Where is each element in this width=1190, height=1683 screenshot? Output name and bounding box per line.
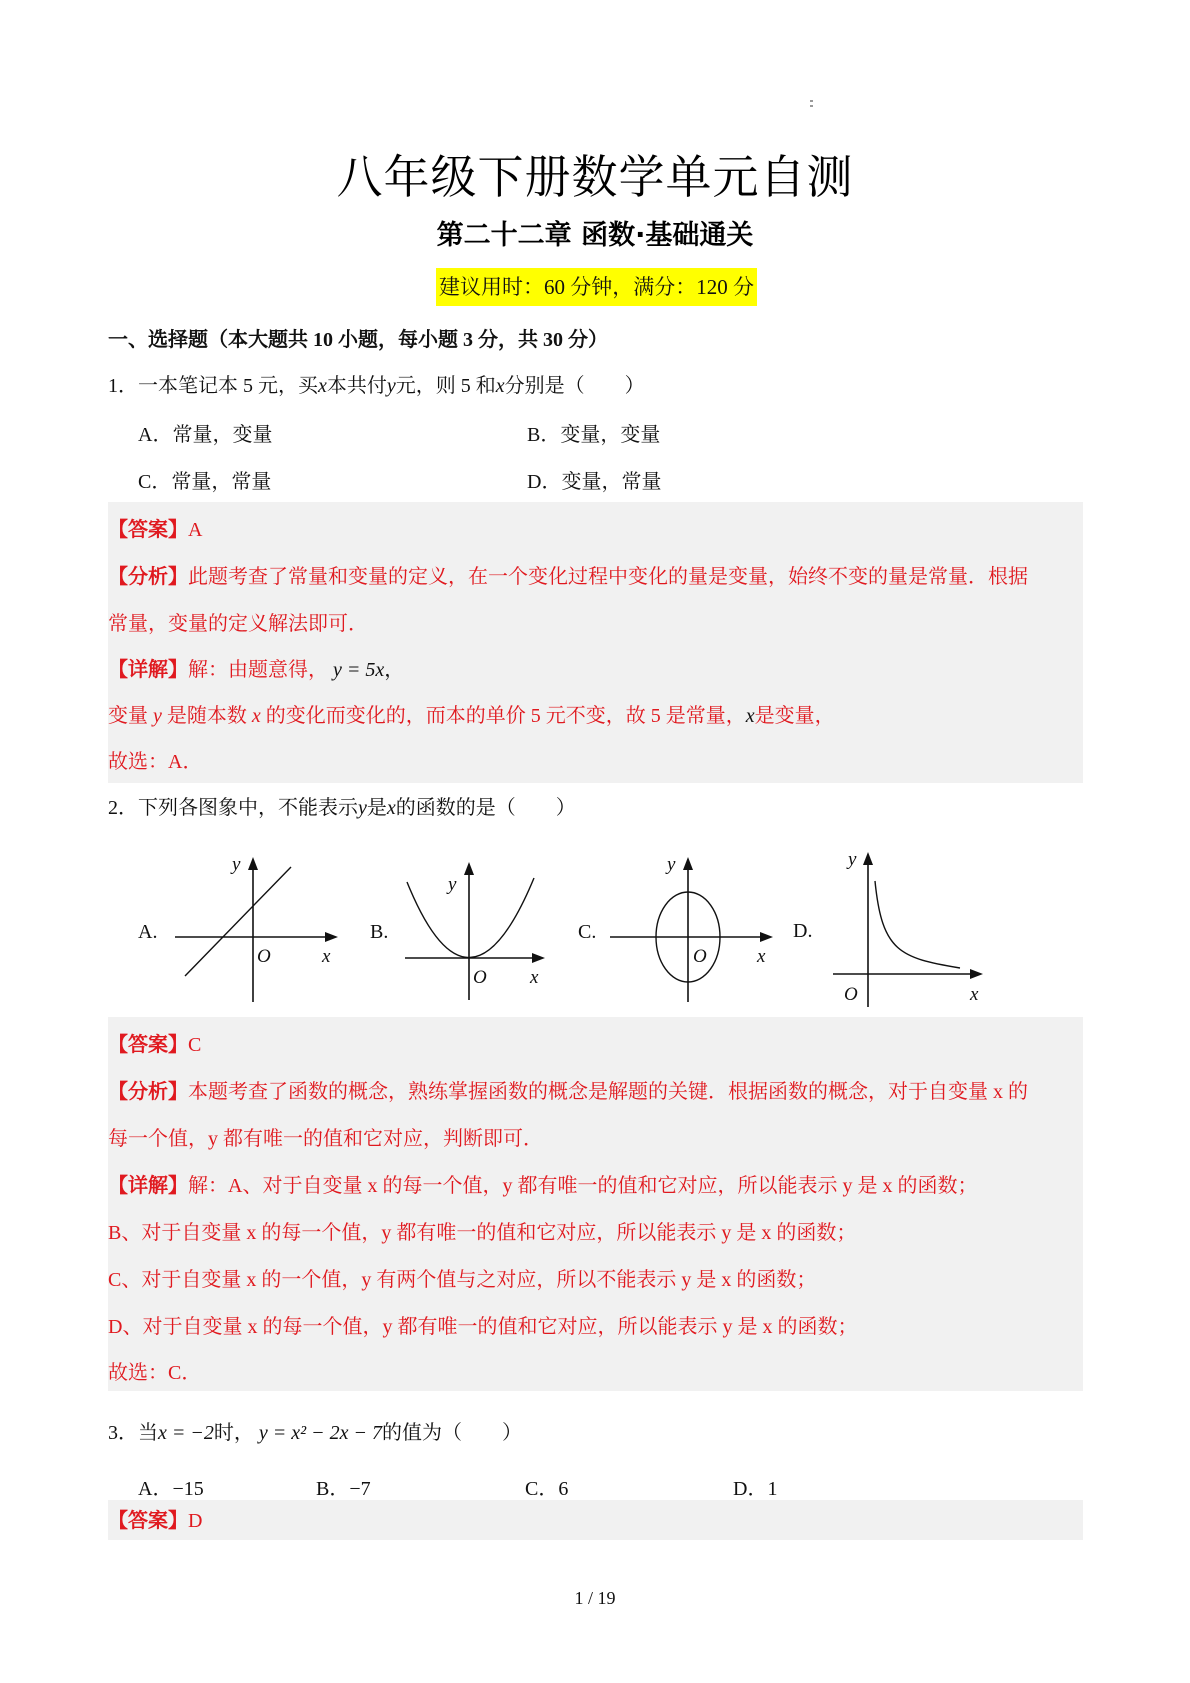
graph-a-line (170, 850, 350, 1010)
option-b: B．变量，变量 (527, 424, 661, 446)
option-a: A．常量，变量 (138, 424, 273, 446)
q1-answer: 【答案】A (108, 519, 203, 541)
time-note-highlight: 建议用时：60 分钟，满分：120 分 (436, 268, 757, 306)
var-x: x (495, 375, 505, 397)
stem-text: 一本笔记本 5 元，买 (138, 375, 318, 397)
question-number: 1． (108, 375, 138, 397)
condition-formula: x = −2 (158, 1422, 214, 1444)
svg-text:y: y (448, 874, 457, 895)
svg-text:x: x (970, 984, 979, 1005)
var-y: y (386, 375, 396, 397)
axis-y-label: y (232, 854, 241, 875)
q2-answer: 【答案】C (108, 1034, 202, 1056)
option-d: D．变量，常量 (527, 471, 662, 493)
chapter-subtitle: 第二十二章 函数·基础通关 (436, 220, 754, 251)
svg-text:x: x (530, 967, 539, 988)
graph-c-ellipse (605, 850, 785, 1015)
q2-detail-line4: D、对于自变量 x 的每一个值，y 都有唯一的值和它对应，所以能表示 y 是 x 的函数； (108, 1316, 858, 1338)
decorative-mark (810, 100, 813, 108)
section-heading: 一、选择题（本大题共 10 小题，每小题 3 分，共 30 分） (108, 329, 608, 351)
answer-box-q1 (108, 502, 1083, 783)
svg-text:x: x (757, 946, 766, 967)
formula: y = 5x (333, 659, 385, 681)
q2-analysis-line1: 【分析】本题考查了函数的概念，熟练掌握函数的概念是解题的关键．根据函数的概念，对于自变量 x 的 (108, 1081, 1028, 1103)
svg-text:O: O (473, 967, 487, 988)
graph-b-label: B. (370, 921, 389, 943)
stem-text: 元，则 5 和 (395, 375, 496, 397)
q2-conclusion: 故选：C． (108, 1362, 202, 1384)
question-3-stem: 3．当x = −2时， y = x² − 2x − 7的值为（ ） (108, 1422, 522, 1444)
answer-box-q3 (108, 1500, 1083, 1540)
svg-text:O: O (844, 984, 858, 1005)
function-formula: y = x² − 2x − 7 (258, 1422, 382, 1444)
q1-detail-line2: 变量 y 是随本数 x 的变化而变化的，而本的单价 5 元不变，故 5 是常量，x是变量， (108, 705, 835, 727)
stem-text: 分别是（ ） (504, 375, 645, 397)
q1-detail-line1: 【详解】解：由题意得， y = 5x， (108, 659, 405, 681)
q1-analysis-line1: 【分析】此题考查了常量和变量的定义，在一个变化过程中变化的量是变量，始终不变的量是常量．根据 (108, 566, 1028, 588)
stem-text: 本共付 (326, 375, 387, 397)
graph-c-label: C. (578, 921, 597, 943)
q2-detail-line3: C、对于自变量 x 的一个值，y 有两个值与之对应，所以不能表示 y 是 x 的函数； (108, 1269, 817, 1291)
q2-detail-line2: B、对于自变量 x 的每一个值，y 都有唯一的值和它对应，所以能表示 y 是 x 的函数； (108, 1222, 857, 1244)
page-number: 1 / 19 (574, 1588, 616, 1608)
q2-detail-line1: 【详解】解：A、对于自变量 x 的每一个值，y 都有唯一的值和它对应，所以能表示 y 是 x 的函数； (108, 1175, 978, 1197)
q3-option-d: D．1 (733, 1478, 778, 1500)
svg-text:O: O (693, 946, 707, 967)
q3-option-c: C．6 (525, 1478, 569, 1500)
q1-conclusion: 故选：A． (108, 751, 203, 773)
option-c: C．常量，常量 (138, 471, 272, 493)
graph-b-parabola (402, 850, 552, 1015)
svg-text:y: y (667, 854, 676, 875)
svg-text:x: x (322, 946, 331, 967)
q1-analysis-line2: 常量，变量的定义解法即可． (108, 613, 368, 635)
q3-option-b: B．−7 (316, 1478, 371, 1500)
svg-text:O: O (257, 946, 271, 967)
question-1-stem (108, 371, 645, 401)
graph-a-label: A. (138, 921, 158, 943)
q3-answer: 【答案】D (108, 1510, 203, 1532)
q2-analysis-line2: 每一个值，y 都有唯一的值和它对应，判断即可． (108, 1128, 543, 1150)
page-title: 八年级下册数学单元自测 (336, 150, 854, 204)
graph-d-label: D. (793, 920, 813, 942)
q3-option-a: A．−15 (138, 1478, 204, 1500)
question-2-stem: 2．下列各图象中，不能表示y是x的函数的是（ ） (108, 797, 576, 819)
svg-text:y: y (848, 849, 857, 870)
graph-d-hyperbola (830, 842, 990, 1012)
var-x: x (318, 375, 327, 397)
